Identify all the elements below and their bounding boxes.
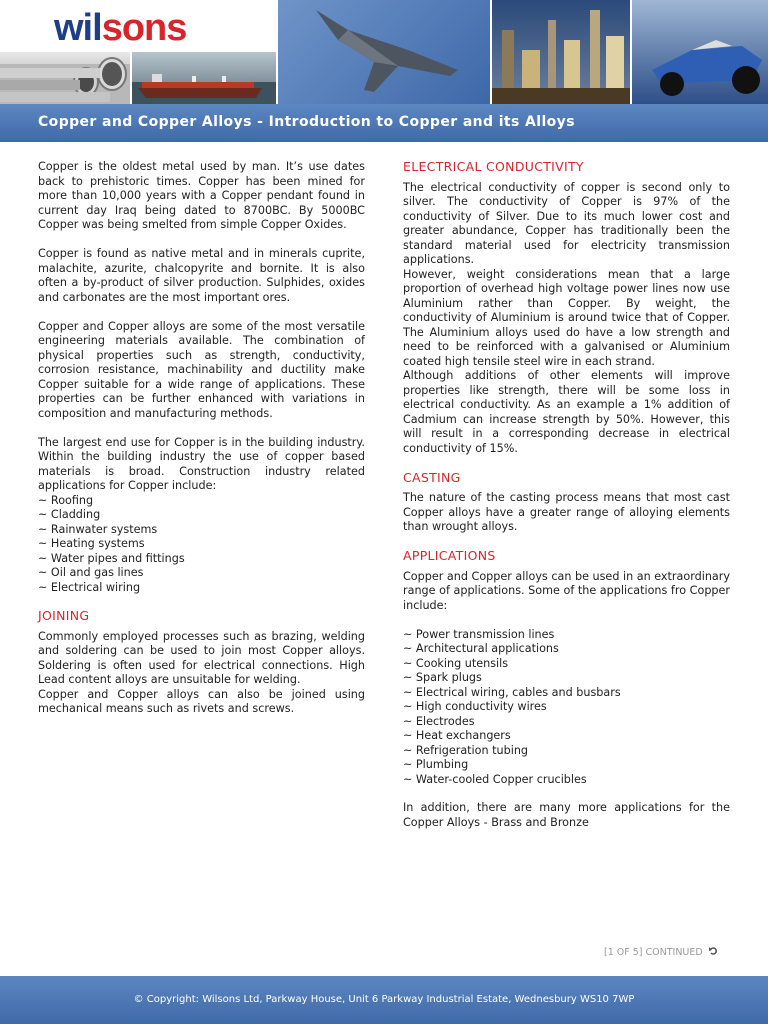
continued-label: [1 OF 5] CONTINUED [604, 947, 703, 958]
applications-paragraph: Copper and Copper alloys can be used in an extraordinary range of applications. Some of the applications fro Copper include: [403, 569, 731, 612]
casting-paragraph: The nature of the casting process means that most cast Copper alloys have a greater range of alloying elements than wrought alloys. [403, 491, 730, 533]
applications-heading: APPLICATIONS [403, 548, 496, 563]
conductivity-paragraph-2: However, weight considerations mean that a large proportion of overhead high voltage power lines now use Aluminium rather than Copper. By weight, the conductivity of Aluminium is around twice that of Copper. The Aluminium alloys used do have a low strength and need to be reinforced with a galvanised or Aluminium coated high tensile steel wire in each strand. [403, 267, 730, 368]
joining-paragraph: Commonly employed processes such as brazing, welding and soldering can be used to join most Copper alloys. Soldering is often used for electrical connections. High Lead content alloys are unsuitable for welding. [38, 629, 365, 686]
list-item: ~ Rainwater systems [38, 522, 158, 536]
wilsons-logo[interactable]: wilsons [54, 7, 187, 49]
building-uses-list [38, 494, 365, 596]
racecar-photo [632, 0, 768, 104]
refinery-photo [492, 0, 630, 104]
list-item: ~ Electrical wiring [38, 580, 141, 594]
list-item: ~ Refrigeration tubing [403, 743, 529, 757]
list-item: ~ Electrodes [403, 714, 475, 728]
jet-photo [278, 0, 490, 104]
list-item: ~ Power transmission lines [403, 627, 555, 641]
joining-heading: JOINING [38, 608, 90, 623]
list-item: ~ Water pipes and fittings [38, 551, 185, 565]
conductivity-paragraph-3: Although additions of other elements will improve properties like strength, there will be some loss in electrical conductivity. As an example a 1% addition of Cadmium can increase strength by 50%. However, this will result in a corresponding decrease in electrical conductivity of 15%. [403, 369, 730, 455]
list-item: ~ Water-cooled Copper crucibles [403, 772, 587, 786]
list-item: ~ Plumbing [403, 758, 469, 771]
list-item: ~ Architectural applications [403, 642, 559, 655]
list-item: ~ Electrical wiring, cables and busbars [403, 685, 621, 699]
left-column [38, 160, 365, 717]
ores-paragraph: Copper is found as native metal and in minerals cuprite, malachite, azurite, chalcopyrite and bornite. It is also often a by-product of silver production. Sulphides, oxides and carbonates are the most important ores. [38, 247, 365, 304]
continued-link[interactable] [604, 946, 719, 958]
casting-heading: CASTING [403, 469, 461, 485]
list-item: ~ Roofing [38, 493, 94, 507]
versatility-paragraph: Copper and Copper alloys are some of the most versatile engineering materials available. The combination of physical properties such as strength, conductivity, corrosion resistance, machinability and ductility make Copper suitable for a wide range of applications. These properties can be further enhanced with variations in composition and manufacturing methods. [38, 319, 365, 420]
page-header [0, 0, 768, 104]
intro-paragraph: Copper is the oldest metal used by man. It’s use dates back to prehistoric times. Copper has been mined for more than 10,000 years with a Copper pendant found in current day Iraq being dated to 8700BC. By 5000BC Copper was being smelted from simple Copper Oxides. [38, 160, 365, 231]
list-item: ~ Cooking utensils [403, 656, 509, 670]
list-item: ~ Oil and gas lines [38, 566, 144, 579]
copyright-text: © Copyright: Wilsons Ltd, Parkway House, Unit 6 Parkway Industrial Estate, Wednesbury WS10 7WP [133, 994, 635, 1005]
page-footer [0, 976, 768, 1024]
list-item: ~ Heat exchangers [403, 729, 511, 742]
continue-arrow-icon [709, 946, 719, 956]
title-band [0, 104, 768, 142]
joining-mechanical-paragraph: Copper and Copper alloys can also be joined using mechanical means such as rivets and screws. [38, 687, 365, 715]
applications-list [403, 628, 730, 788]
list-item: ~ Cladding [38, 508, 101, 521]
right-column [403, 160, 730, 845]
list-item: ~ Heating systems [38, 537, 145, 550]
applications-closing-paragraph: In addition, there are many more applications for the Copper Alloys - Brass and Bronze [403, 801, 730, 829]
electrical-conductivity-heading: ELECTRICAL CONDUCTIVITY [403, 159, 584, 174]
pipes-photo [0, 52, 130, 104]
list-item: ~ High conductivity wires [403, 700, 547, 713]
list-item: ~ Spark plugs [403, 671, 482, 684]
page-title: Copper and Copper Alloys - Introduction to Copper and its Alloys [38, 114, 575, 130]
building-paragraph: The largest end use for Copper is in the building industry. Within the building industry the use of copper based materials is broad. Construction industry related applications for Copper include: [38, 435, 365, 492]
ship-photo [132, 52, 276, 104]
conductivity-paragraph-1: The electrical conductivity of copper is second only to silver. The conductivity of Copper is 97% of the conductivity of Silver. Due to its much lower cost and greater abundance, Copper has traditionally been the standard material used for electricity transmission applications. [403, 180, 730, 266]
